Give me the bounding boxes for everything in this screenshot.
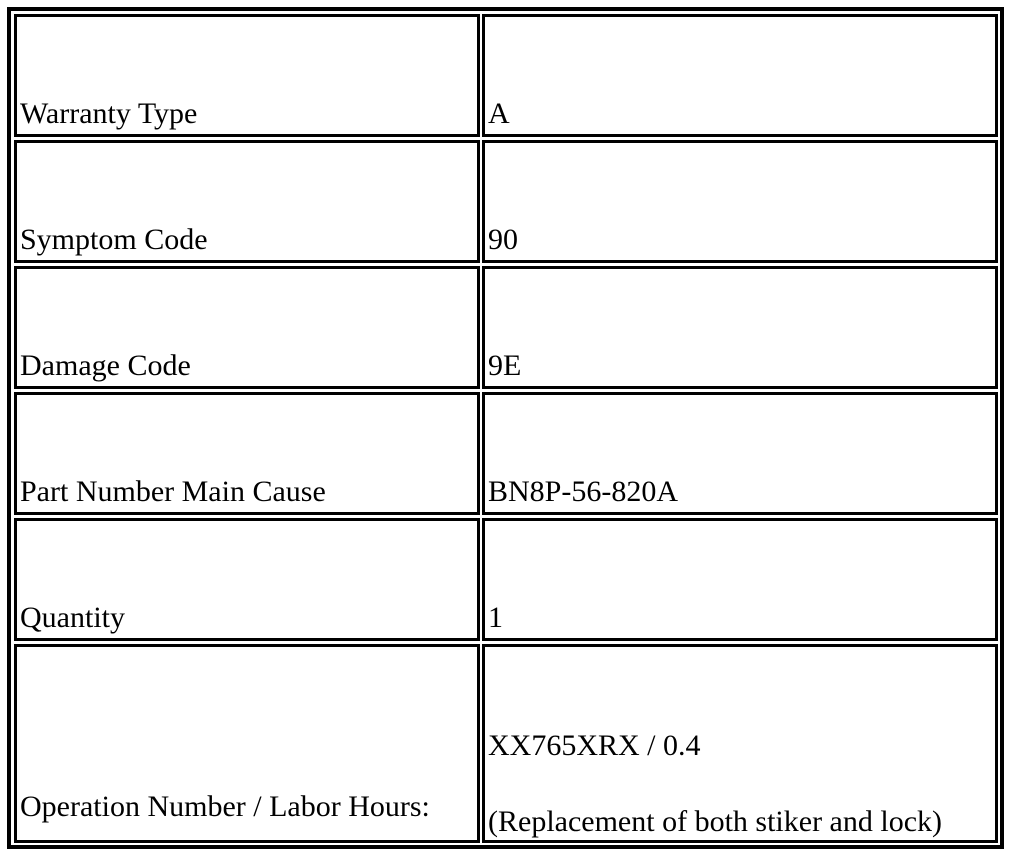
row-value: 90 xyxy=(488,223,518,256)
label-cell xyxy=(14,644,480,843)
label-cell xyxy=(14,392,480,515)
row-label: Part Number Main Cause xyxy=(20,475,326,508)
row-value-block xyxy=(488,729,942,839)
label-cell xyxy=(14,518,480,641)
row-value: 1 xyxy=(488,601,503,634)
value-cell xyxy=(482,14,998,137)
row-value: A xyxy=(488,97,510,130)
row-label: Warranty Type xyxy=(20,97,198,130)
row-value: XX765XRX / 0.4 xyxy=(488,729,701,762)
value-cell xyxy=(482,392,998,515)
row-label: Damage Code xyxy=(20,349,191,382)
row-value-note: (Replacement of both stiker and lock) xyxy=(488,805,943,838)
row-label: Symptom Code xyxy=(20,223,208,256)
value-cell xyxy=(482,140,998,263)
row-label: Operation Number / Labor Hours: xyxy=(20,790,430,823)
label-cell xyxy=(14,140,480,263)
value-cell xyxy=(482,644,998,843)
row-value: BN8P-56-820A xyxy=(488,475,679,508)
value-cell xyxy=(482,518,998,641)
label-cell xyxy=(14,266,480,389)
label-cell xyxy=(14,14,480,137)
row-label: Quantity xyxy=(20,601,125,634)
row-value: 9E xyxy=(488,349,522,382)
value-cell xyxy=(482,266,998,389)
